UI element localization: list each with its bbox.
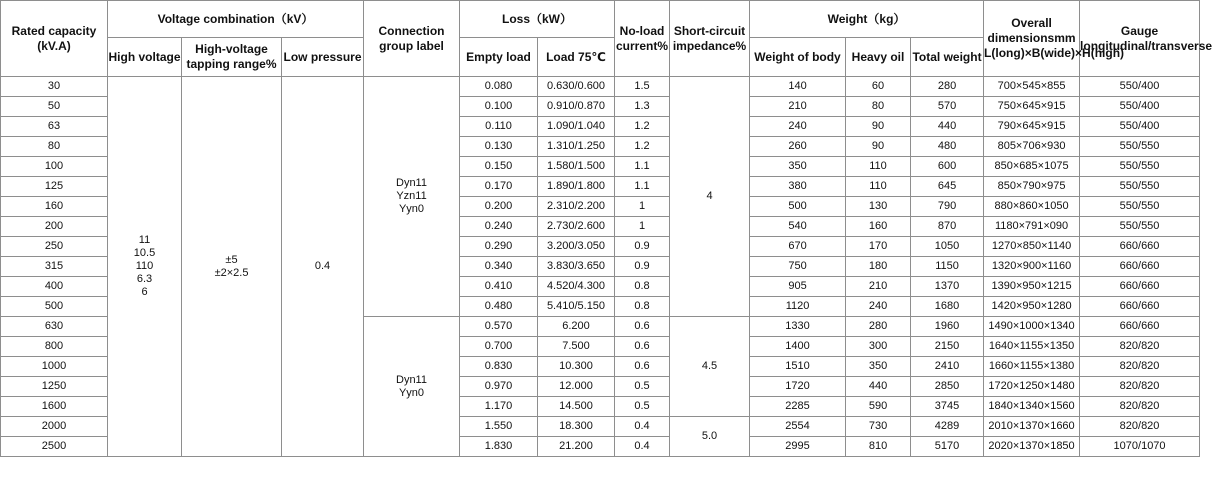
rated-capacity-cell: 800 — [1, 337, 108, 357]
no-load-current-cell: 0.8 — [615, 277, 670, 297]
heavy-oil-cell: 110 — [846, 177, 911, 197]
load-75-cell: 0.910/0.870 — [538, 97, 615, 117]
rated-capacity-cell: 1000 — [1, 357, 108, 377]
total-weight-cell: 790 — [911, 197, 984, 217]
overall-dimensions-cell: 1720×1250×1480 — [984, 377, 1080, 397]
rated-capacity-cell: 2500 — [1, 437, 108, 457]
weight-of-body-cell: 905 — [750, 277, 846, 297]
heavy-oil-cell: 590 — [846, 397, 911, 417]
empty-load-cell: 0.830 — [460, 357, 538, 377]
connection-group-cell — [364, 317, 460, 457]
overall-dimensions-cell: 805×706×930 — [984, 137, 1080, 157]
no-load-current-cell: 1.2 — [615, 137, 670, 157]
short-circuit-impedance-cell: 5.0 — [670, 417, 750, 457]
overall-dimensions-cell: 1180×791×090 — [984, 217, 1080, 237]
load-75-cell: 3.200/3.050 — [538, 237, 615, 257]
connection-group-cell-line: Yyn0 — [398, 203, 425, 215]
weight-of-body-cell: 1120 — [750, 297, 846, 317]
gauge-cell: 820/820 — [1080, 417, 1200, 437]
weight-of-body-cell: 2285 — [750, 397, 846, 417]
rated-capacity-cell: 125 — [1, 177, 108, 197]
rated-capacity-cell: 2000 — [1, 417, 108, 437]
gauge-cell: 1070/1070 — [1080, 437, 1200, 457]
total-weight-cell: 645 — [911, 177, 984, 197]
gauge-cell: 660/660 — [1080, 257, 1200, 277]
load-75-cell: 4.520/4.300 — [538, 277, 615, 297]
rated-capacity-cell: 250 — [1, 237, 108, 257]
total-weight-cell: 600 — [911, 157, 984, 177]
short-circuit-impedance-cell: 4 — [670, 77, 750, 317]
rated-capacity-cell: 30 — [1, 77, 108, 97]
weight-of-body-cell: 750 — [750, 257, 846, 277]
heavy-oil-cell: 80 — [846, 97, 911, 117]
rated-capacity-cell: 315 — [1, 257, 108, 277]
no-load-current-cell: 0.9 — [615, 257, 670, 277]
empty-load-cell: 0.110 — [460, 117, 538, 137]
gauge-cell: 550/550 — [1080, 137, 1200, 157]
weight-of-body-cell: 350 — [750, 157, 846, 177]
weight-of-body-cell: 500 — [750, 197, 846, 217]
load-75-cell: 6.200 — [538, 317, 615, 337]
overall-dimensions-cell: 1640×1155×1350 — [984, 337, 1080, 357]
rated-capacity-cell: 160 — [1, 197, 108, 217]
high-voltage-cell-line: 6.3 — [136, 273, 153, 285]
weight-of-body-cell: 670 — [750, 237, 846, 257]
heavy-oil-cell: 810 — [846, 437, 911, 457]
hv-tapping-range-cell-line: ±2×2.5 — [214, 266, 249, 279]
heavy-oil-cell: 90 — [846, 117, 911, 137]
hv-tapping-range-cell — [182, 77, 282, 457]
weight-of-body-cell: 2554 — [750, 417, 846, 437]
weight-of-body-cell: 1720 — [750, 377, 846, 397]
rated-capacity-cell: 50 — [1, 97, 108, 117]
weight-of-body-cell: 1510 — [750, 357, 846, 377]
overall-dimensions-cell: 2010×1370×1660 — [984, 417, 1080, 437]
empty-load-cell: 1.170 — [460, 397, 538, 417]
total-weight-cell: 570 — [911, 97, 984, 117]
weight-of-body-cell: 380 — [750, 177, 846, 197]
rated-capacity-cell: 100 — [1, 157, 108, 177]
rated-capacity-cell: 630 — [1, 317, 108, 337]
empty-load-cell: 0.200 — [460, 197, 538, 217]
high-voltage-cell-line: 10.5 — [133, 247, 156, 259]
empty-load-cell: 0.130 — [460, 137, 538, 157]
no-load-current-cell: 0.4 — [615, 437, 670, 457]
heavy-oil-cell: 730 — [846, 417, 911, 437]
high-voltage-cell-line: 11 — [138, 234, 151, 246]
table-header — [1, 1, 1212, 77]
no-load-current-cell: 1 — [615, 197, 670, 217]
header-voltage-combination: Voltage combination（kV） — [108, 1, 364, 38]
total-weight-cell: 440 — [911, 117, 984, 137]
total-weight-cell: 5170 — [911, 437, 984, 457]
gauge-cell: 550/400 — [1080, 97, 1200, 117]
no-load-current-cell: 1.3 — [615, 97, 670, 117]
total-weight-cell: 1370 — [911, 277, 984, 297]
connection-group-cell — [364, 77, 460, 317]
rated-capacity-cell: 1250 — [1, 377, 108, 397]
no-load-current-cell: 1.1 — [615, 157, 670, 177]
load-75-cell: 14.500 — [538, 397, 615, 417]
rated-capacity-cell: 500 — [1, 297, 108, 317]
total-weight-cell: 4289 — [911, 417, 984, 437]
gauge-cell: 820/820 — [1080, 397, 1200, 417]
heavy-oil-cell: 350 — [846, 357, 911, 377]
no-load-current-cell: 1.1 — [615, 177, 670, 197]
rated-capacity-cell: 400 — [1, 277, 108, 297]
empty-load-cell: 0.970 — [460, 377, 538, 397]
load-75-cell: 12.000 — [538, 377, 615, 397]
connection-group-cell-line: Dyn11 — [396, 373, 427, 386]
header-overall-dimensions: Overall dimensionsmm L(long)×B(wide)×H(high) — [984, 1, 1080, 77]
no-load-current-cell: 0.8 — [615, 297, 670, 317]
header-no-load-current: No-load current% — [615, 1, 670, 77]
gauge-cell: 660/660 — [1080, 237, 1200, 257]
empty-load-cell: 1.550 — [460, 417, 538, 437]
weight-of-body-cell: 1330 — [750, 317, 846, 337]
header-connection-group: Connection group label — [364, 1, 460, 77]
table-row — [1, 77, 1200, 97]
total-weight-cell: 1050 — [911, 237, 984, 257]
weight-of-body-cell: 2995 — [750, 437, 846, 457]
gauge-cell: 550/550 — [1080, 197, 1200, 217]
total-weight-cell: 3745 — [911, 397, 984, 417]
overall-dimensions-cell: 700×545×855 — [984, 77, 1080, 97]
total-weight-cell: 2850 — [911, 377, 984, 397]
weight-of-body-cell: 240 — [750, 117, 846, 137]
header-heavy-oil: Heavy oil — [846, 38, 911, 77]
high-voltage-cell-line: 110 — [135, 260, 154, 272]
overall-dimensions-cell: 1490×1000×1340 — [984, 317, 1080, 337]
high-voltage-cell-line: 6 — [141, 286, 148, 298]
overall-dimensions-cell: 1390×950×1215 — [984, 277, 1080, 297]
overall-dimensions-cell: 1840×1340×1560 — [984, 397, 1080, 417]
gauge-cell: 550/550 — [1080, 177, 1200, 197]
rated-capacity-cell: 80 — [1, 137, 108, 157]
heavy-oil-cell: 180 — [846, 257, 911, 277]
no-load-current-cell: 0.9 — [615, 237, 670, 257]
no-load-current-cell: 0.6 — [615, 317, 670, 337]
header-weight: Weight（kg） — [750, 1, 984, 38]
overall-dimensions-cell: 1270×850×1140 — [984, 237, 1080, 257]
empty-load-cell: 0.150 — [460, 157, 538, 177]
total-weight-cell: 2150 — [911, 337, 984, 357]
overall-dimensions-cell: 880×860×1050 — [984, 197, 1080, 217]
weight-of-body-cell: 260 — [750, 137, 846, 157]
weight-of-body-cell: 140 — [750, 77, 846, 97]
heavy-oil-cell: 60 — [846, 77, 911, 97]
table-body — [1, 77, 1200, 457]
load-75-cell: 1.580/1.500 — [538, 157, 615, 177]
rated-capacity-cell: 200 — [1, 217, 108, 237]
header-gauge: Gauge longitudinal/transverse — [1080, 1, 1200, 77]
no-load-current-cell: 1.2 — [615, 117, 670, 137]
gauge-cell: 660/660 — [1080, 297, 1200, 317]
overall-dimensions-cell: 2020×1370×1850 — [984, 437, 1080, 457]
total-weight-cell: 2410 — [911, 357, 984, 377]
gauge-cell: 550/400 — [1080, 117, 1200, 137]
gauge-cell: 550/550 — [1080, 217, 1200, 237]
heavy-oil-cell: 90 — [846, 137, 911, 157]
header-loss: Loss（kW） — [460, 1, 615, 38]
no-load-current-cell: 0.5 — [615, 397, 670, 417]
gauge-cell: 820/820 — [1080, 357, 1200, 377]
empty-load-cell: 0.100 — [460, 97, 538, 117]
total-weight-cell: 870 — [911, 217, 984, 237]
overall-dimensions-cell: 1660×1155×1380 — [984, 357, 1080, 377]
empty-load-cell: 0.080 — [460, 77, 538, 97]
empty-load-cell: 0.700 — [460, 337, 538, 357]
heavy-oil-cell: 130 — [846, 197, 911, 217]
total-weight-cell: 1680 — [911, 297, 984, 317]
gauge-cell: 820/820 — [1080, 377, 1200, 397]
header-hv-tapping-range: High-voltage tapping range% — [182, 38, 282, 77]
empty-load-cell: 0.340 — [460, 257, 538, 277]
heavy-oil-cell: 280 — [846, 317, 911, 337]
connection-group-cell-line: Dyn11 — [396, 177, 427, 189]
heavy-oil-cell: 210 — [846, 277, 911, 297]
load-75-cell: 2.730/2.600 — [538, 217, 615, 237]
load-75-cell: 0.630/0.600 — [538, 77, 615, 97]
header-empty-load: Empty load — [460, 38, 538, 77]
header-rated-capacity: Rated capacity (kV.A) — [1, 1, 108, 77]
load-75-cell: 21.200 — [538, 437, 615, 457]
weight-of-body-cell: 1400 — [750, 337, 846, 357]
high-voltage-cell — [108, 77, 182, 457]
rated-capacity-cell: 1600 — [1, 397, 108, 417]
gauge-cell: 550/400 — [1080, 77, 1200, 97]
weight-of-body-cell: 540 — [750, 217, 846, 237]
low-pressure-cell: 0.4 — [282, 77, 364, 457]
load-75-cell: 3.830/3.650 — [538, 257, 615, 277]
empty-load-cell: 0.410 — [460, 277, 538, 297]
overall-dimensions-cell: 790×645×915 — [984, 117, 1080, 137]
overall-dimensions-cell: 850×790×975 — [984, 177, 1080, 197]
overall-dimensions-cell: 1420×950×1280 — [984, 297, 1080, 317]
no-load-current-cell: 1.5 — [615, 77, 670, 97]
no-load-current-cell: 0.4 — [615, 417, 670, 437]
load-75-cell: 1.090/1.040 — [538, 117, 615, 137]
total-weight-cell: 1150 — [911, 257, 984, 277]
total-weight-cell: 1960 — [911, 317, 984, 337]
heavy-oil-cell: 240 — [846, 297, 911, 317]
empty-load-cell: 0.240 — [460, 217, 538, 237]
short-circuit-impedance-cell: 4.5 — [670, 317, 750, 417]
empty-load-cell: 0.290 — [460, 237, 538, 257]
overall-dimensions-cell: 1320×900×1160 — [984, 257, 1080, 277]
header-weight-of-body: Weight of body — [750, 38, 846, 77]
gauge-cell: 660/660 — [1080, 317, 1200, 337]
empty-load-cell: 1.830 — [460, 437, 538, 457]
load-75-cell: 7.500 — [538, 337, 615, 357]
hv-tapping-range-cell-line: ±5 — [225, 253, 238, 266]
rated-capacity-cell: 63 — [1, 117, 108, 137]
gauge-cell: 660/660 — [1080, 277, 1200, 297]
heavy-oil-cell: 300 — [846, 337, 911, 357]
heavy-oil-cell: 160 — [846, 217, 911, 237]
weight-of-body-cell: 210 — [750, 97, 846, 117]
load-75-cell: 1.890/1.800 — [538, 177, 615, 197]
heavy-oil-cell: 440 — [846, 377, 911, 397]
empty-load-cell: 0.480 — [460, 297, 538, 317]
overall-dimensions-cell: 850×685×1075 — [984, 157, 1080, 177]
connection-group-cell-line: Yzn11 — [396, 190, 427, 202]
connection-group-cell-line: Yyn0 — [398, 386, 425, 399]
gauge-cell: 550/550 — [1080, 157, 1200, 177]
empty-load-cell: 0.570 — [460, 317, 538, 337]
load-75-cell: 18.300 — [538, 417, 615, 437]
header-total-weight: Total weight — [911, 38, 984, 77]
heavy-oil-cell: 170 — [846, 237, 911, 257]
overall-dimensions-cell: 750×645×915 — [984, 97, 1080, 117]
load-75-cell: 10.300 — [538, 357, 615, 377]
gauge-cell: 820/820 — [1080, 337, 1200, 357]
empty-load-cell: 0.170 — [460, 177, 538, 197]
no-load-current-cell: 0.6 — [615, 357, 670, 377]
no-load-current-cell: 0.5 — [615, 377, 670, 397]
load-75-cell: 2.310/2.200 — [538, 197, 615, 217]
no-load-current-cell: 0.6 — [615, 337, 670, 357]
total-weight-cell: 480 — [911, 137, 984, 157]
no-load-current-cell: 1 — [615, 217, 670, 237]
load-75-cell: 5.410/5.150 — [538, 297, 615, 317]
total-weight-cell: 280 — [911, 77, 984, 97]
heavy-oil-cell: 110 — [846, 157, 911, 177]
header-high-voltage: High voltage — [108, 38, 182, 77]
header-load-75: Load 75℃ — [538, 38, 615, 77]
header-short-circuit-impedance: Short-circuit impedance% — [670, 1, 750, 77]
load-75-cell: 1.310/1.250 — [538, 137, 615, 157]
header-low-pressure: Low pressure — [282, 38, 364, 77]
